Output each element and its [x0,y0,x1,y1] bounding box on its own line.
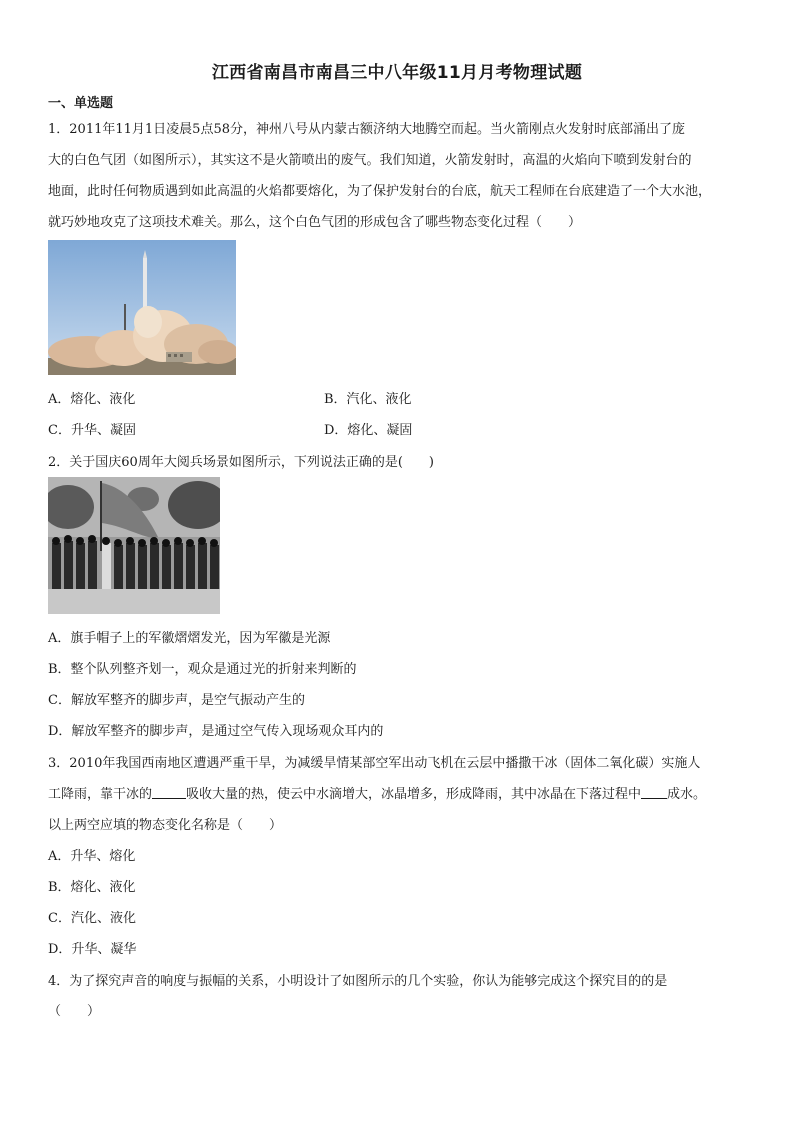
q1-stem-line-3: 地面，此时任何物质遇到如此高温的火焰都要熔化，为了保护发射台的台底，航天工程师在台底建造了一个大水池， [48,184,712,199]
q2-option-d[interactable]: D．解放军整齐的脚步声，是通过空气传入现场观众耳内的 [48,724,384,739]
q3-option-a[interactable]: A．升华、熔化 [48,849,136,864]
q1-stem-line-2: 大的白色气团（如图所示），其实这不是火箭喷出的废气。我们知道，火箭发射时，高温的火焰向下喷到发射台的 [48,153,692,168]
q2-option-a[interactable]: A．旗手帽子上的军徽熠熠发光，因为军徽是光源 [48,631,331,646]
q2-option-c[interactable]: C．解放军整齐的脚步声，是空气振动产生的 [48,693,305,708]
q1-stem-line-1: 1．2011年11月1日凌晨5点58分，神州八号从内蒙古额济纳大地腾空而起。当火箭刚点火发射时底部涌出了庞 [48,122,685,137]
q3-option-c[interactable]: C．汽化、液化 [48,911,136,926]
q3-stem-line-3: 以上两空应填的物态变化名称是（ ） [48,818,283,833]
q3-stem-line-2 [48,783,706,802]
rocket-launch-image [48,240,236,375]
section-heading: 一、单选题 [48,96,114,111]
q3-blank-2[interactable] [641,786,667,799]
q1-option-d[interactable]: D．熔化、凝固 [324,423,413,438]
q1-option-b[interactable]: B．汽化、液化 [324,392,412,407]
q2-option-b[interactable]: B．整个队列整齐划一，观众是通过光的折射来判断的 [48,662,357,677]
q4-stem-line-2: （ ） [48,1004,101,1019]
document-title: 江西省南昌市南昌三中八年级11月月考物理试题 [211,63,583,83]
q1-option-a[interactable]: A．熔化、液化 [48,392,136,407]
q3-stem-part-c: 成水。 [667,787,707,802]
q3-stem-line-1: 3．2010年我国西南地区遭遇严重干旱，为减缓旱情某部空军出动飞机在云层中播撒干冰（固体二氧化碳）实施人 [48,756,701,771]
q1-stem-line-4: 就巧妙地攻克了这项技术难关。那么，这个白色气团的形成包含了哪些物态变化过程（ ） [48,215,582,230]
q4-stem-line-1: 4．为了探究声音的响度与振幅的关系，小明设计了如图所示的几个实验，你认为能够完成这个探究目的的是 [48,974,668,989]
q3-stem-part-a: 工降雨，靠干冰的 [48,787,153,802]
q1-option-c[interactable]: C．升华、凝固 [48,423,136,438]
q3-stem-part-b: 吸收大量的热，使云中水滴增大，冰晶增多，形成降雨，其中冰晶在下落过程中 [186,787,642,802]
q3-blank-1[interactable] [152,786,186,799]
q3-option-b[interactable]: B．熔化、液化 [48,880,136,895]
q2-stem: 2．关于国庆60周年大阅兵场景如图所示，下列说法正确的是( ) [48,455,434,470]
q3-option-d[interactable]: D．升华、凝华 [48,942,137,957]
parade-image [48,477,220,614]
